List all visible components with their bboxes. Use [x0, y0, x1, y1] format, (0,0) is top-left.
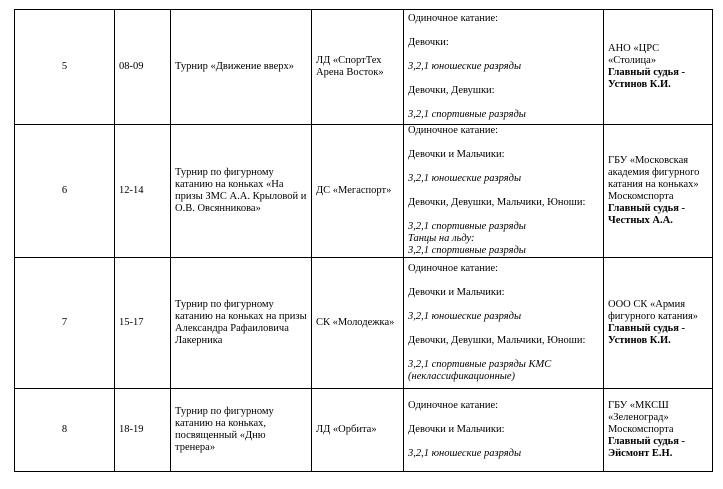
chief-judge: Главный судья - Честных А.А. [608, 203, 686, 226]
category-line: Девочки и Мальчики: [408, 149, 505, 160]
row-number: 6 [15, 125, 115, 258]
category-line: 3,2,1 спортивные разряды [408, 221, 526, 232]
event-categories [404, 258, 604, 389]
category-line: 3,2,1 юношеские разряды [408, 448, 522, 459]
table-row [15, 125, 713, 258]
event-title: Турнир «Движение вверх» [171, 10, 312, 125]
event-title: Турнир по фигурному катанию на коньках «На призы ЗМС А.А. Крыловой и О.В. Овсянникова» [171, 125, 312, 258]
category-line: Одиночное катание: [408, 125, 499, 136]
event-organizer [604, 258, 713, 389]
row-number: 5 [15, 10, 115, 125]
event-dates: 12-14 [115, 125, 171, 258]
category-line: 3,2,1 юношеские разряды [408, 311, 522, 322]
category-line: (неклассификационные) [408, 371, 516, 382]
event-dates: 15-17 [115, 258, 171, 389]
chief-judge: Главный судья - Эйсмонт Е.Н. [608, 436, 686, 459]
category-line: 3,2,1 юношеские разряды [408, 61, 522, 72]
category-line: 3,2,1 юношеские разряды [408, 173, 522, 184]
event-venue: СК «Молодежка» [312, 258, 404, 389]
category-line: Девочки и Мальчики: [408, 287, 505, 298]
category-line: Девочки, Девушки: [408, 85, 495, 96]
event-title: Турнир по фигурному катанию на коньках, посвященный «Дню тренера» [171, 389, 312, 472]
event-dates: 08-09 [115, 10, 171, 125]
organizer-name: ГБУ «Московская академия фигурного катания на коньках» Москомспорта [608, 155, 700, 202]
chief-judge: Главный судья - Устинов К.И. [608, 67, 686, 90]
table-row [15, 10, 713, 125]
chief-judge: Главный судья - Устинов К.И. [608, 323, 686, 346]
event-venue: ДС «Мегаспорт» [312, 125, 404, 258]
competition-schedule-table [14, 9, 713, 472]
table-row [15, 389, 713, 472]
row-number: 7 [15, 258, 115, 389]
event-organizer [604, 10, 713, 125]
category-line: Танцы на льду: [408, 233, 475, 244]
event-venue: ЛД «Орбита» [312, 389, 404, 472]
event-organizer [604, 389, 713, 472]
category-line: 3,2,1 спортивные разряды [408, 109, 526, 120]
category-line: Одиночное катание: [408, 263, 499, 274]
event-organizer [604, 125, 713, 258]
category-line: Девочки и Мальчики: [408, 424, 505, 435]
event-categories [404, 10, 604, 125]
category-line: Девочки, Девушки, Мальчики, Юноши: [408, 335, 586, 346]
category-line: Одиночное катание: [408, 13, 499, 24]
category-line: Девочки, Девушки, Мальчики, Юноши: [408, 197, 586, 208]
category-line: Одиночное катание: [408, 400, 499, 411]
organizer-name: АНО «ЦРС «Столица» [608, 43, 660, 66]
event-title: Турнир по фигурному катанию на коньках на призы Александра Рафаиловича Лакерника [171, 258, 312, 389]
event-categories [404, 125, 604, 258]
category-line: Девочки: [408, 37, 449, 48]
row-number: 8 [15, 389, 115, 472]
event-dates: 18-19 [115, 389, 171, 472]
event-venue: ЛД «СпортТех Арена Восток» [312, 10, 404, 125]
category-line: 3,2,1 спортивные разряды [408, 245, 526, 256]
category-line: 3,2,1 спортивные разряды КМС [408, 359, 552, 370]
organizer-name: ООО СК «Армия фигурного катания» [608, 299, 699, 322]
table-row [15, 258, 713, 389]
event-categories [404, 389, 604, 472]
organizer-name: ГБУ «МКСШ «Зеленоград» Москомспорта [608, 400, 674, 435]
